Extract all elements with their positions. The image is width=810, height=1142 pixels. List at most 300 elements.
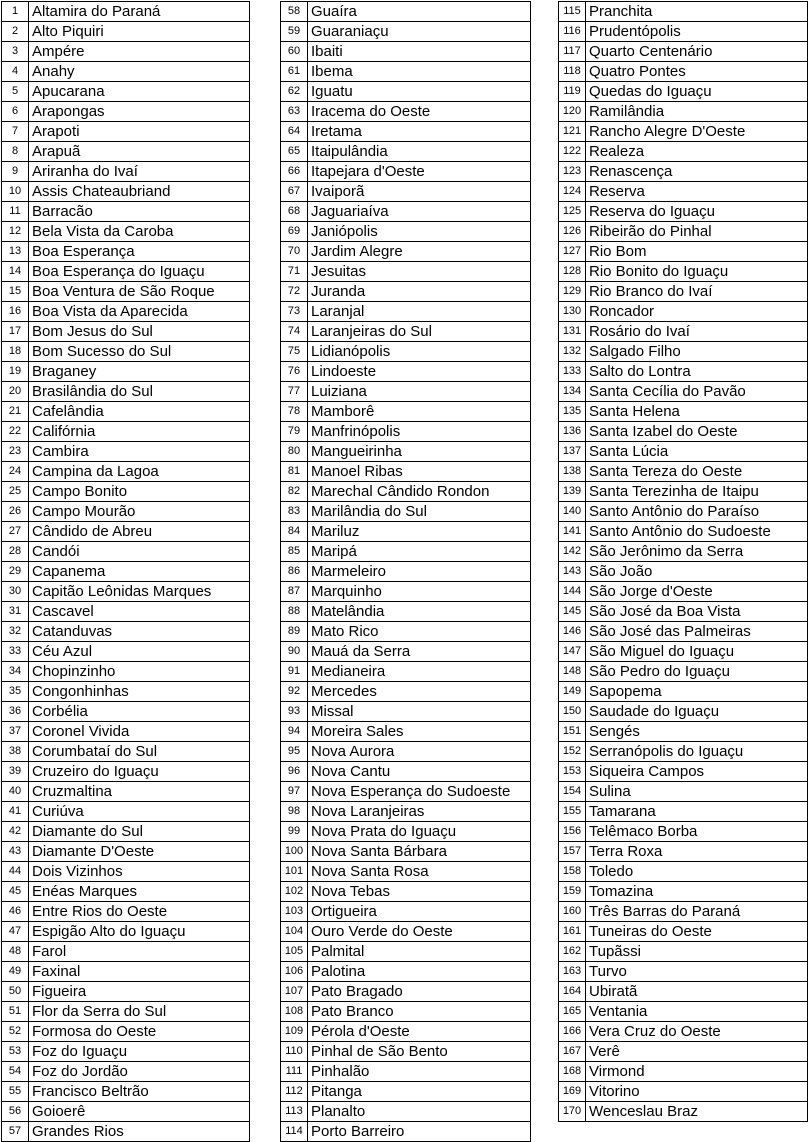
- table-row: [281, 922, 531, 942]
- municipality-name: Curiúva: [29, 802, 250, 822]
- row-number: 18: [2, 342, 29, 362]
- row-number: 30: [2, 582, 29, 602]
- table-row: [559, 1042, 808, 1062]
- municipality-name: Laranjeiras do Sul: [308, 322, 531, 342]
- row-number: 8: [2, 142, 29, 162]
- table-row: [2, 722, 250, 742]
- table-row: [2, 262, 250, 282]
- row-number: 76: [281, 362, 308, 382]
- row-number: 79: [281, 422, 308, 442]
- table-row: [559, 322, 808, 342]
- table-row: [559, 42, 808, 62]
- municipality-name: Vitorino: [586, 1082, 808, 1102]
- municipality-name: Rio Bom: [586, 242, 808, 262]
- municipality-name: Campo Mourão: [29, 502, 250, 522]
- municipality-name: Ventania: [586, 1002, 808, 1022]
- municipality-name: Bom Jesus do Sul: [29, 322, 250, 342]
- row-number: 5: [2, 82, 29, 102]
- row-number: 137: [559, 442, 586, 462]
- row-number: 89: [281, 622, 308, 642]
- row-number: 93: [281, 702, 308, 722]
- table-row: [2, 802, 250, 822]
- table-row: [559, 1082, 808, 1102]
- row-number: 167: [559, 1042, 586, 1062]
- row-number: 164: [559, 982, 586, 1002]
- table-row: [2, 602, 250, 622]
- row-number: 156: [559, 822, 586, 842]
- table-row: [2, 1062, 250, 1082]
- table-row: [2, 222, 250, 242]
- municipality-name: Brasilândia do Sul: [29, 382, 250, 402]
- table-row: [281, 62, 531, 82]
- municipality-name: Nova Prata do Iguaçu: [308, 822, 531, 842]
- table-row: [2, 922, 250, 942]
- table-row: [2, 582, 250, 602]
- municipality-name: Ibema: [308, 62, 531, 82]
- municipality-name: Palmital: [308, 942, 531, 962]
- table-row: [2, 242, 250, 262]
- table-row: [281, 262, 531, 282]
- table-row: [281, 942, 531, 962]
- row-number: 53: [2, 1042, 29, 1062]
- municipality-name: Ramilândia: [586, 102, 808, 122]
- municipality-name: Nova Laranjeiras: [308, 802, 531, 822]
- row-number: 68: [281, 202, 308, 222]
- table-row: [559, 862, 808, 882]
- table-row: [281, 162, 531, 182]
- table-row: [281, 502, 531, 522]
- table-row: [281, 362, 531, 382]
- row-number: 47: [2, 922, 29, 942]
- municipality-name: Sengés: [586, 722, 808, 742]
- municipality-name: Espigão Alto do Iguaçu: [29, 922, 250, 942]
- row-number: 118: [559, 62, 586, 82]
- row-number: 139: [559, 482, 586, 502]
- municipality-name: Sulina: [586, 782, 808, 802]
- table-row: [559, 342, 808, 362]
- municipality-name: Renascença: [586, 162, 808, 182]
- municipality-name: Arapoti: [29, 122, 250, 142]
- municipality-name: Mercedes: [308, 682, 531, 702]
- row-number: 1: [2, 2, 29, 22]
- row-number: 132: [559, 342, 586, 362]
- row-number: 119: [559, 82, 586, 102]
- table-row: [2, 102, 250, 122]
- table-row: [559, 262, 808, 282]
- row-number: 54: [2, 1062, 29, 1082]
- row-number: 150: [559, 702, 586, 722]
- row-number: 59: [281, 22, 308, 42]
- row-number: 48: [2, 942, 29, 962]
- table-row: [2, 382, 250, 402]
- table-row: [559, 142, 808, 162]
- row-number: 153: [559, 762, 586, 782]
- municipality-name: Iracema do Oeste: [308, 102, 531, 122]
- row-number: 14: [2, 262, 29, 282]
- municipality-name: Toledo: [586, 862, 808, 882]
- table-row: [559, 682, 808, 702]
- municipality-name: Reserva do Iguaçu: [586, 202, 808, 222]
- table-row: [559, 522, 808, 542]
- table-row: [281, 622, 531, 642]
- municipality-name: Pinhalão: [308, 1062, 531, 1082]
- row-number: 65: [281, 142, 308, 162]
- row-number: 25: [2, 482, 29, 502]
- municipality-name: Catanduvas: [29, 622, 250, 642]
- row-number: 13: [2, 242, 29, 262]
- municipality-name: Marechal Cândido Rondon: [308, 482, 531, 502]
- table-row: [281, 322, 531, 342]
- municipality-name: Virmond: [586, 1062, 808, 1082]
- table-row: [559, 482, 808, 502]
- table-row: [281, 1022, 531, 1042]
- table-row: [2, 982, 250, 1002]
- row-number: 75: [281, 342, 308, 362]
- table-row: [559, 902, 808, 922]
- row-number: 100: [281, 842, 308, 862]
- table-row: [2, 542, 250, 562]
- table-row: [281, 802, 531, 822]
- municipality-name: Santa Tereza do Oeste: [586, 462, 808, 482]
- table-row: [559, 602, 808, 622]
- row-number: 82: [281, 482, 308, 502]
- table-row: [559, 462, 808, 482]
- table-row: [2, 862, 250, 882]
- table-row: [281, 482, 531, 502]
- row-number: 38: [2, 742, 29, 762]
- municipality-name: Vera Cruz do Oeste: [586, 1022, 808, 1042]
- table-row: [281, 1042, 531, 1062]
- table-row: [559, 742, 808, 762]
- table-row: [559, 102, 808, 122]
- row-number: 64: [281, 122, 308, 142]
- table-row: [2, 942, 250, 962]
- row-number: 91: [281, 662, 308, 682]
- table-row: [281, 582, 531, 602]
- municipality-table-column-2: [280, 1, 531, 1142]
- municipality-name: Juranda: [308, 282, 531, 302]
- municipality-name: Roncador: [586, 302, 808, 322]
- row-number: 69: [281, 222, 308, 242]
- municipality-name: Terra Roxa: [586, 842, 808, 862]
- municipality-name: Foz do Jordão: [29, 1062, 250, 1082]
- municipality-name: Rio Branco do Ivaí: [586, 282, 808, 302]
- municipality-name: Tomazina: [586, 882, 808, 902]
- row-number: 114: [281, 1122, 308, 1142]
- row-number: 138: [559, 462, 586, 482]
- row-number: 95: [281, 742, 308, 762]
- municipality-name: Enéas Marques: [29, 882, 250, 902]
- row-number: 109: [281, 1022, 308, 1042]
- table-row: [281, 962, 531, 982]
- table-row: [2, 882, 250, 902]
- table-row: [559, 622, 808, 642]
- municipality-name: Pitanga: [308, 1082, 531, 1102]
- row-number: 98: [281, 802, 308, 822]
- row-number: 46: [2, 902, 29, 922]
- table-row: [559, 82, 808, 102]
- municipality-name: Congonhinhas: [29, 682, 250, 702]
- municipality-name: Ribeirão do Pinhal: [586, 222, 808, 242]
- table-row: [559, 62, 808, 82]
- row-number: 131: [559, 322, 586, 342]
- municipality-name: Anahy: [29, 62, 250, 82]
- municipality-name: Formosa do Oeste: [29, 1022, 250, 1042]
- municipality-name: Santo Antônio do Paraíso: [586, 502, 808, 522]
- row-number: 50: [2, 982, 29, 1002]
- municipality-name: Arapuã: [29, 142, 250, 162]
- row-number: 149: [559, 682, 586, 702]
- table-row: [2, 782, 250, 802]
- row-number: 104: [281, 922, 308, 942]
- municipality-name: Diamante do Sul: [29, 822, 250, 842]
- municipality-name: Rio Bonito do Iguaçu: [586, 262, 808, 282]
- municipality-name: Barracão: [29, 202, 250, 222]
- municipality-name: Capanema: [29, 562, 250, 582]
- row-number: 43: [2, 842, 29, 862]
- table-row: [559, 822, 808, 842]
- municipality-name: Arapongas: [29, 102, 250, 122]
- municipality-name: Realeza: [586, 142, 808, 162]
- table-row: [281, 762, 531, 782]
- table-row: [281, 222, 531, 242]
- row-number: 34: [2, 662, 29, 682]
- row-number: 157: [559, 842, 586, 862]
- municipality-name: Ampére: [29, 42, 250, 62]
- table-row: [559, 222, 808, 242]
- row-number: 32: [2, 622, 29, 642]
- municipality-table-column-3: [558, 1, 808, 1122]
- table-row: [2, 842, 250, 862]
- municipality-name: Boa Ventura de São Roque: [29, 282, 250, 302]
- municipality-name: São João: [586, 562, 808, 582]
- municipality-name: Entre Rios do Oeste: [29, 902, 250, 922]
- row-number: 134: [559, 382, 586, 402]
- table-row: [281, 1122, 531, 1142]
- table-row: [559, 882, 808, 902]
- municipality-name: Guaraniaçu: [308, 22, 531, 42]
- row-number: 60: [281, 42, 308, 62]
- municipality-name: Quatro Pontes: [586, 62, 808, 82]
- municipality-name: Braganey: [29, 362, 250, 382]
- row-number: 67: [281, 182, 308, 202]
- row-number: 83: [281, 502, 308, 522]
- municipality-name: Guaíra: [308, 2, 531, 22]
- table-row: [2, 122, 250, 142]
- table-row: [2, 682, 250, 702]
- row-number: 29: [2, 562, 29, 582]
- table-row: [2, 422, 250, 442]
- row-number: 73: [281, 302, 308, 322]
- row-number: 121: [559, 122, 586, 142]
- municipality-name: São Jerônimo da Serra: [586, 542, 808, 562]
- table-row: [281, 122, 531, 142]
- table-row: [559, 982, 808, 1002]
- municipality-name: Saudade do Iguaçu: [586, 702, 808, 722]
- table-row: [2, 962, 250, 982]
- municipality-name: Marmeleiro: [308, 562, 531, 582]
- row-number: 21: [2, 402, 29, 422]
- row-number: 23: [2, 442, 29, 462]
- table-row: [559, 1062, 808, 1082]
- table-row: [559, 202, 808, 222]
- table-row: [559, 282, 808, 302]
- municipality-name: Nova Santa Rosa: [308, 862, 531, 882]
- row-number: 62: [281, 82, 308, 102]
- row-number: 10: [2, 182, 29, 202]
- table-row: [559, 642, 808, 662]
- table-row: [281, 722, 531, 742]
- row-number: 57: [2, 1122, 29, 1142]
- row-number: 86: [281, 562, 308, 582]
- municipality-name: São Pedro do Iguaçu: [586, 662, 808, 682]
- row-number: 35: [2, 682, 29, 702]
- table-row: [2, 522, 250, 542]
- table-row: [281, 442, 531, 462]
- municipality-name: Tuneiras do Oeste: [586, 922, 808, 942]
- table-row: [559, 162, 808, 182]
- row-number: 20: [2, 382, 29, 402]
- municipality-name: Grandes Rios: [29, 1122, 250, 1142]
- row-number: 41: [2, 802, 29, 822]
- row-number: 115: [559, 2, 586, 22]
- municipality-name: Cambira: [29, 442, 250, 462]
- table-row: [559, 422, 808, 442]
- row-number: 133: [559, 362, 586, 382]
- row-number: 17: [2, 322, 29, 342]
- row-number: 61: [281, 62, 308, 82]
- table-row: [2, 482, 250, 502]
- table-row: [559, 22, 808, 42]
- municipality-name: Reserva: [586, 182, 808, 202]
- municipality-name: Jardim Alegre: [308, 242, 531, 262]
- row-number: 71: [281, 262, 308, 282]
- row-number: 81: [281, 462, 308, 482]
- municipality-name: Iguatu: [308, 82, 531, 102]
- row-number: 37: [2, 722, 29, 742]
- row-number: 129: [559, 282, 586, 302]
- row-number: 128: [559, 262, 586, 282]
- table-row: [559, 122, 808, 142]
- municipality-name: Palotina: [308, 962, 531, 982]
- row-number: 116: [559, 22, 586, 42]
- municipality-name: Salgado Filho: [586, 342, 808, 362]
- table-row: [281, 642, 531, 662]
- table-row: [559, 802, 808, 822]
- row-number: 159: [559, 882, 586, 902]
- municipality-name: Mato Rico: [308, 622, 531, 642]
- table-row: [281, 22, 531, 42]
- row-number: 74: [281, 322, 308, 342]
- municipality-name: Santa Helena: [586, 402, 808, 422]
- table-row: [559, 962, 808, 982]
- municipality-name: Medianeira: [308, 662, 531, 682]
- row-number: 55: [2, 1082, 29, 1102]
- municipality-name: Campina da Lagoa: [29, 462, 250, 482]
- municipality-name: Rosário do Ivaí: [586, 322, 808, 342]
- table-row: [281, 562, 531, 582]
- row-number: 103: [281, 902, 308, 922]
- table-row: [2, 462, 250, 482]
- table-row: [559, 382, 808, 402]
- row-number: 151: [559, 722, 586, 742]
- row-number: 80: [281, 442, 308, 462]
- row-number: 108: [281, 1002, 308, 1022]
- row-number: 124: [559, 182, 586, 202]
- row-number: 88: [281, 602, 308, 622]
- row-number: 52: [2, 1022, 29, 1042]
- table-row: [281, 782, 531, 802]
- municipality-name: Laranjal: [308, 302, 531, 322]
- row-number: 155: [559, 802, 586, 822]
- table-row: [2, 22, 250, 42]
- municipality-name: Céu Azul: [29, 642, 250, 662]
- table-row: [281, 822, 531, 842]
- table-row: [2, 322, 250, 342]
- row-number: 42: [2, 822, 29, 842]
- row-number: 154: [559, 782, 586, 802]
- table-row: [2, 402, 250, 422]
- row-number: 85: [281, 542, 308, 562]
- row-number: 112: [281, 1082, 308, 1102]
- row-number: 66: [281, 162, 308, 182]
- row-number: 161: [559, 922, 586, 942]
- row-number: 96: [281, 762, 308, 782]
- row-number: 105: [281, 942, 308, 962]
- municipality-name: Salto do Lontra: [586, 362, 808, 382]
- row-number: 106: [281, 962, 308, 982]
- table-row: [281, 542, 531, 562]
- municipality-name: Nova Esperança do Sudoeste: [308, 782, 531, 802]
- table-row: [2, 762, 250, 782]
- table-row: [559, 2, 808, 22]
- table-row: [2, 282, 250, 302]
- municipality-name: Cândido de Abreu: [29, 522, 250, 542]
- row-number: 11: [2, 202, 29, 222]
- row-number: 125: [559, 202, 586, 222]
- row-number: 169: [559, 1082, 586, 1102]
- municipality-name: Marilândia do Sul: [308, 502, 531, 522]
- row-number: 90: [281, 642, 308, 662]
- municipality-name: Flor da Serra do Sul: [29, 1002, 250, 1022]
- row-number: 142: [559, 542, 586, 562]
- table-row: [281, 342, 531, 362]
- row-number: 44: [2, 862, 29, 882]
- table-row: [281, 462, 531, 482]
- municipality-name: Manfrinópolis: [308, 422, 531, 442]
- municipality-name: Corbélia: [29, 702, 250, 722]
- table-row: [2, 302, 250, 322]
- table-row: [2, 342, 250, 362]
- municipality-name: Wenceslau Braz: [586, 1102, 808, 1122]
- municipality-name: Santo Antônio do Sudoeste: [586, 522, 808, 542]
- row-number: 51: [2, 1002, 29, 1022]
- table-row: [2, 622, 250, 642]
- municipality-name: Nova Aurora: [308, 742, 531, 762]
- row-number: 110: [281, 1042, 308, 1062]
- row-number: 15: [2, 282, 29, 302]
- municipality-name: Quedas do Iguaçu: [586, 82, 808, 102]
- table-row: [2, 562, 250, 582]
- row-number: 146: [559, 622, 586, 642]
- municipality-name: Santa Cecília do Pavão: [586, 382, 808, 402]
- row-number: 148: [559, 662, 586, 682]
- municipality-name: Nova Tebas: [308, 882, 531, 902]
- row-number: 45: [2, 882, 29, 902]
- municipality-name: Pérola d'Oeste: [308, 1022, 531, 1042]
- table-row: [281, 82, 531, 102]
- municipality-name: Bela Vista da Caroba: [29, 222, 250, 242]
